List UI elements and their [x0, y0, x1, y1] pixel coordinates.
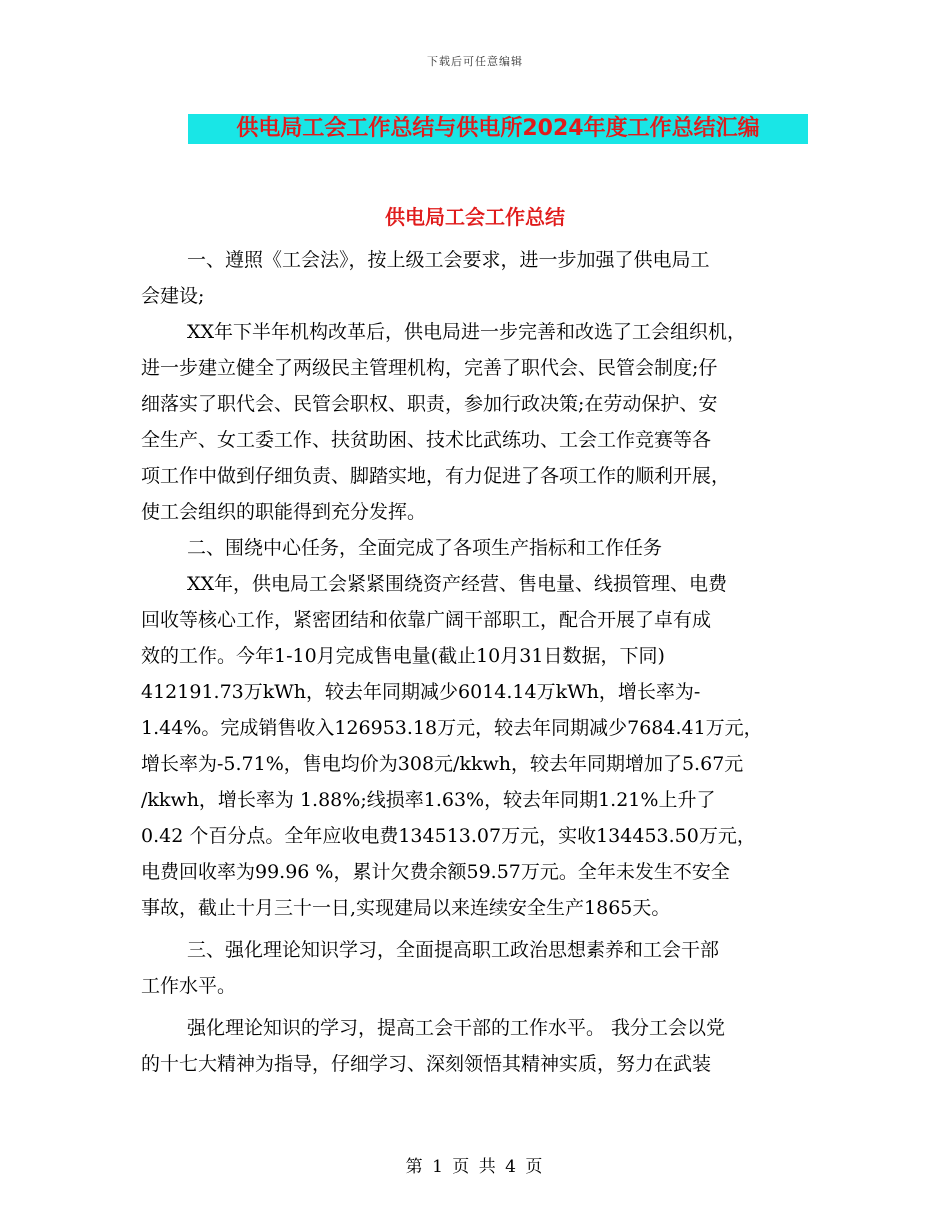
body-text — [141, 242, 813, 1082]
paragraph-line: 二、围绕中心任务，全面完成了各项生产指标和工作任务 — [187, 537, 663, 559]
paragraph-line: 强化理论知识的学习，提高工会干部的工作水平。 我分工会以党 — [187, 1017, 726, 1039]
paragraph-line: /kkwh，增长率为 1.88%;线损率1.63%，较去年同期1.21%上升了 — [141, 789, 716, 811]
paragraph-line: 一、遵照《工会法》，按上级工会要求，进一步加强了供电局工 — [187, 249, 710, 271]
paragraph-line: 全生产、女工委工作、扶贫助困、技术比武练功、工会工作竞赛等各 — [141, 429, 712, 451]
paragraph-line: 细落实了职代会、民管会职权、职责，参加行政决策;在劳动保护、安 — [141, 393, 718, 415]
paragraph-line: 412191.73万kWh，较去年同期减少6014.14万kWh，增长率为- — [141, 681, 701, 703]
paragraph-line: 项工作中做到仔细负责、脚踏实地，有力促进了各项工作的顺利开展， — [141, 465, 731, 487]
document-title: 供电局工会工作总结与供电所2024年度工作总结汇编 — [236, 116, 760, 141]
paragraph-line: 0.42 个百分点。全年应收电费134513.07万元，实收134453.50万元， — [141, 825, 756, 847]
paragraph-line: 工作水平。 — [141, 975, 237, 997]
paragraph-line: 1.44%。完成销售收入126953.18万元，较去年同期减少7684.41万元， — [141, 717, 763, 739]
paragraph-line: 进一步建立健全了两级民主管理机构，完善了职代会、民管会制度;仔 — [141, 357, 718, 379]
paragraph-line: 效的工作。今年1-10月完成售电量(截止10月31日数据，下同) — [141, 645, 665, 667]
paragraph-line: XX年下半年机构改革后，供电局进一步完善和改选了工会组织机， — [187, 321, 747, 343]
paragraph-line: 使工会组织的职能得到充分发挥。 — [141, 501, 427, 523]
paragraph-line: 三、强化理论知识学习，全面提高职工政治思想素养和工会干部 — [187, 939, 720, 961]
header-note: 下载后可任意编辑 — [427, 55, 523, 68]
section-title: 供电局工会工作总结 — [385, 205, 565, 229]
paragraph-line: 会建设; — [141, 285, 205, 307]
paragraph-line: 增长率为-5.71%，售电均价为308元/kkwh，较去年同期增加了5.67元 — [141, 753, 744, 775]
document-title-highlight — [188, 114, 808, 144]
paragraph-line: XX年，供电局工会紧紧围绕资产经营、售电量、线损管理、电费 — [187, 573, 728, 595]
paragraph-line: 事故，截止十月三十一日,实现建局以来连续安全生产1865天。 — [141, 897, 671, 919]
paragraph-line: 的十七大精神为指导，仔细学习、深刻领悟其精神实质，努力在武装 — [141, 1053, 712, 1075]
paragraph-line: 电费回收率为99.96 %，累计欠费余额59.57万元。全年未发生不安全 — [141, 861, 730, 883]
page-number-footer: 第 1 页 共 4 页 — [405, 1157, 545, 1177]
paragraph-line: 回收等核心工作，紧密团结和依靠广阔干部职工，配合开展了卓有成 — [141, 609, 712, 631]
